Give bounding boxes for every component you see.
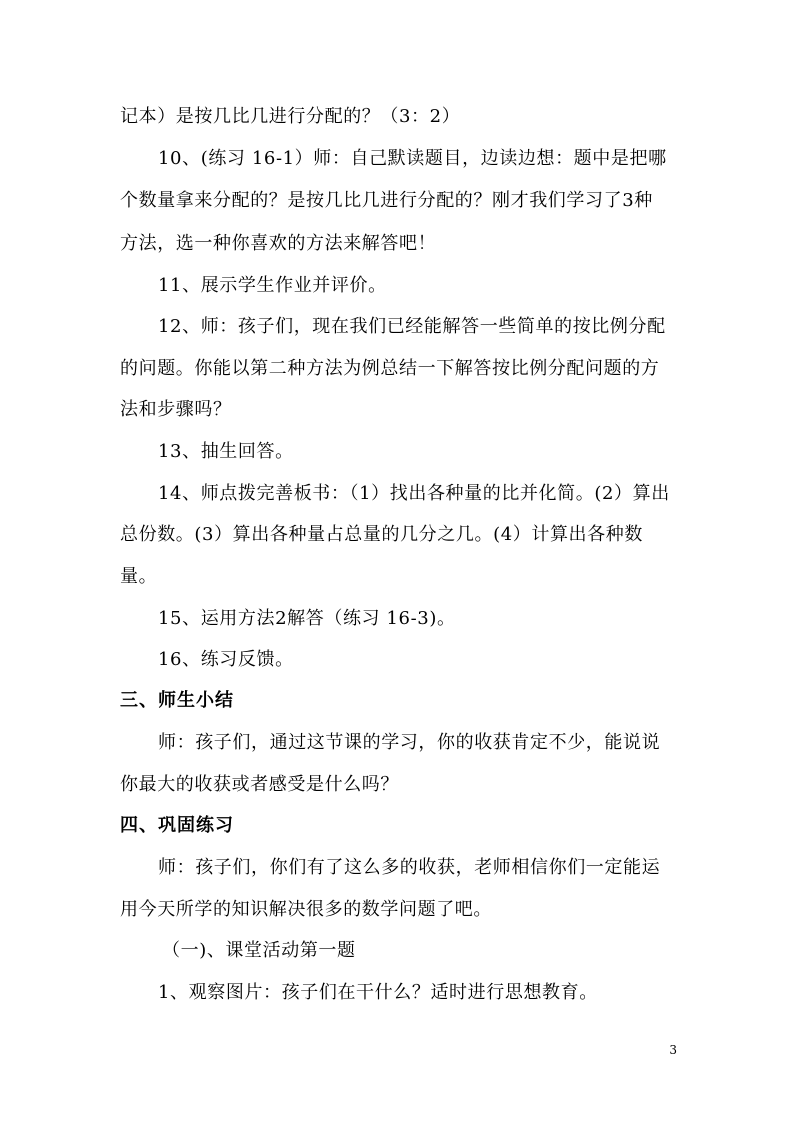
text-line: 量。	[120, 566, 158, 587]
text-line: 1、观察图片：孩子们在干什么？适时进行思想教育。	[158, 982, 598, 1003]
page-number: 3	[669, 1043, 677, 1057]
section-heading: 四、巩固练习	[120, 815, 234, 836]
section-heading: 三、师生小结	[120, 690, 234, 711]
text-line: 15、运用方法2解答（练习 16-3)。	[158, 608, 456, 629]
text-line: 10、(练习 16-1）师：自己默读题目，边读边想：题中是把哪	[158, 148, 667, 169]
text-line: 总份数。(3）算出各种量占总量的几分之几。(4）计算出各种数	[120, 524, 643, 545]
text-line: 师：孩子们，你们有了这么多的收获，老师相信你们一定能运	[158, 857, 661, 878]
text-line: 14、师点拨完善板书：（1）找出各种量的比并化简。(2）算出	[158, 483, 670, 504]
text-line: 法和步骤吗？	[120, 399, 232, 420]
text-line: 的问题。你能以第二种方法为例总结一下解答按比例分配问题的方	[120, 358, 660, 379]
text-line: 13、抽生回答。	[158, 441, 294, 462]
text-line: 用今天所学的知识解决很多的数学问题了吧。	[120, 899, 492, 920]
text-line: 个数量拿来分配的？是按几比几进行分配的？刚才我们学习了3种	[120, 190, 653, 211]
text-line: 11、展示学生作业并评价。	[158, 275, 387, 296]
text-line: 16、练习反馈。	[158, 649, 294, 670]
text-line: 12、师：孩子们，现在我们已经能解答一些简单的按比例分配	[158, 316, 666, 337]
text-line: 记本）是按几比几进行分配的？（3：2）	[120, 106, 461, 127]
text-line: 师：孩子们，通过这节课的学习，你的收获肯定不少，能说说	[158, 732, 661, 753]
text-line: 你最大的收获或者感受是什么吗？	[120, 774, 399, 795]
subsection-heading: （一)、课堂活动第一题	[162, 940, 356, 961]
text-line: 方法，选一种你喜欢的方法来解答吧！	[120, 233, 437, 254]
